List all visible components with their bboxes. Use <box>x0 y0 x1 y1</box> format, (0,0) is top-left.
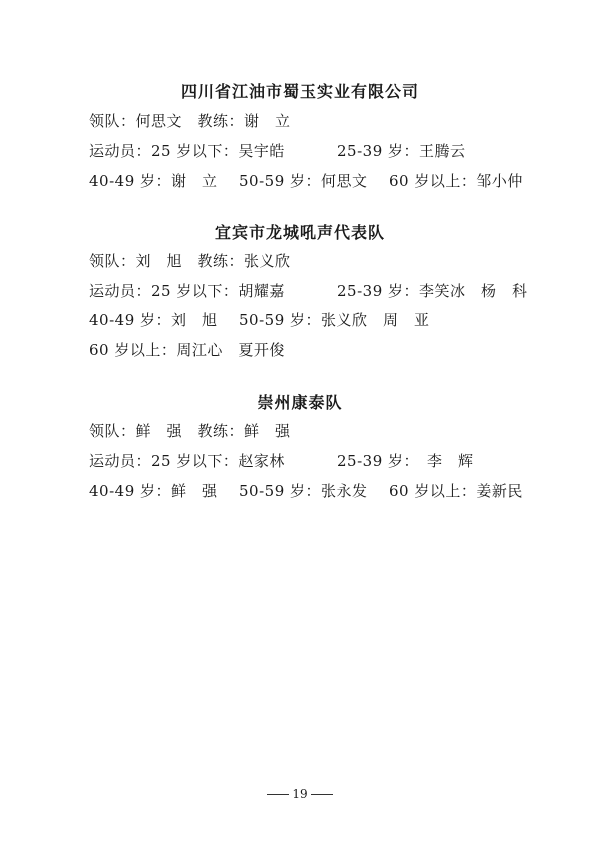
age-40-49-entry: 40-49 岁：刘 旭 <box>89 311 218 329</box>
under-25-entry: 运动员：25 岁以下：胡耀嘉 <box>89 282 285 300</box>
athletes-line <box>89 140 466 161</box>
age-60-plus-line: 60 岁以上：周江心 夏开俊 <box>89 341 285 359</box>
footer-dash-left <box>267 794 289 795</box>
footer-dash-right <box>311 794 333 795</box>
age-25-39-entry: 25-39 岁：王腾云 <box>337 142 466 160</box>
leader-coach-line: 领队：刘 旭 教练：张义欣 <box>89 252 291 270</box>
age-60-plus-entry: 60 岁以上：邹小仲 <box>389 172 523 190</box>
leader-coach-line: 领队：鲜 强 教练：鲜 强 <box>89 422 291 440</box>
leader-coach-line: 领队：何思文 教练：谢 立 <box>89 112 291 130</box>
team-title: 宜宾市龙城吼声代表队 <box>214 223 385 242</box>
page-number: 19 <box>292 787 308 801</box>
age-25-39-entry: 25-39 岁：李笑冰 杨 科 <box>337 282 528 300</box>
age-40-49-entry: 40-49 岁：鲜 强 <box>89 482 218 500</box>
age-60-plus-entry: 60 岁以上：姜新民 <box>389 482 523 500</box>
athletes-line <box>89 450 474 471</box>
age-25-39-entry: 25-39 岁： 李 辉 <box>337 452 474 470</box>
age-groups-line <box>89 480 523 501</box>
page-footer <box>0 787 600 801</box>
age-groups-line <box>89 309 430 330</box>
age-40-49-entry: 40-49 岁：谢 立 <box>89 172 218 190</box>
team-title: 崇州康泰队 <box>257 393 343 412</box>
athletes-line <box>89 280 528 301</box>
team-title: 四川省江油市蜀玉实业有限公司 <box>180 82 419 101</box>
under-25-entry: 运动员：25 岁以下：吴宇皓 <box>89 142 285 160</box>
age-groups-line <box>89 170 523 191</box>
under-25-entry: 运动员：25 岁以下：赵家林 <box>89 452 285 470</box>
age-50-59-entry: 50-59 岁：张永发 <box>239 482 368 500</box>
age-50-59-entry: 50-59 岁：张义欣 周 亚 <box>239 311 430 329</box>
age-50-59-entry: 50-59 岁：何思文 <box>239 172 368 190</box>
